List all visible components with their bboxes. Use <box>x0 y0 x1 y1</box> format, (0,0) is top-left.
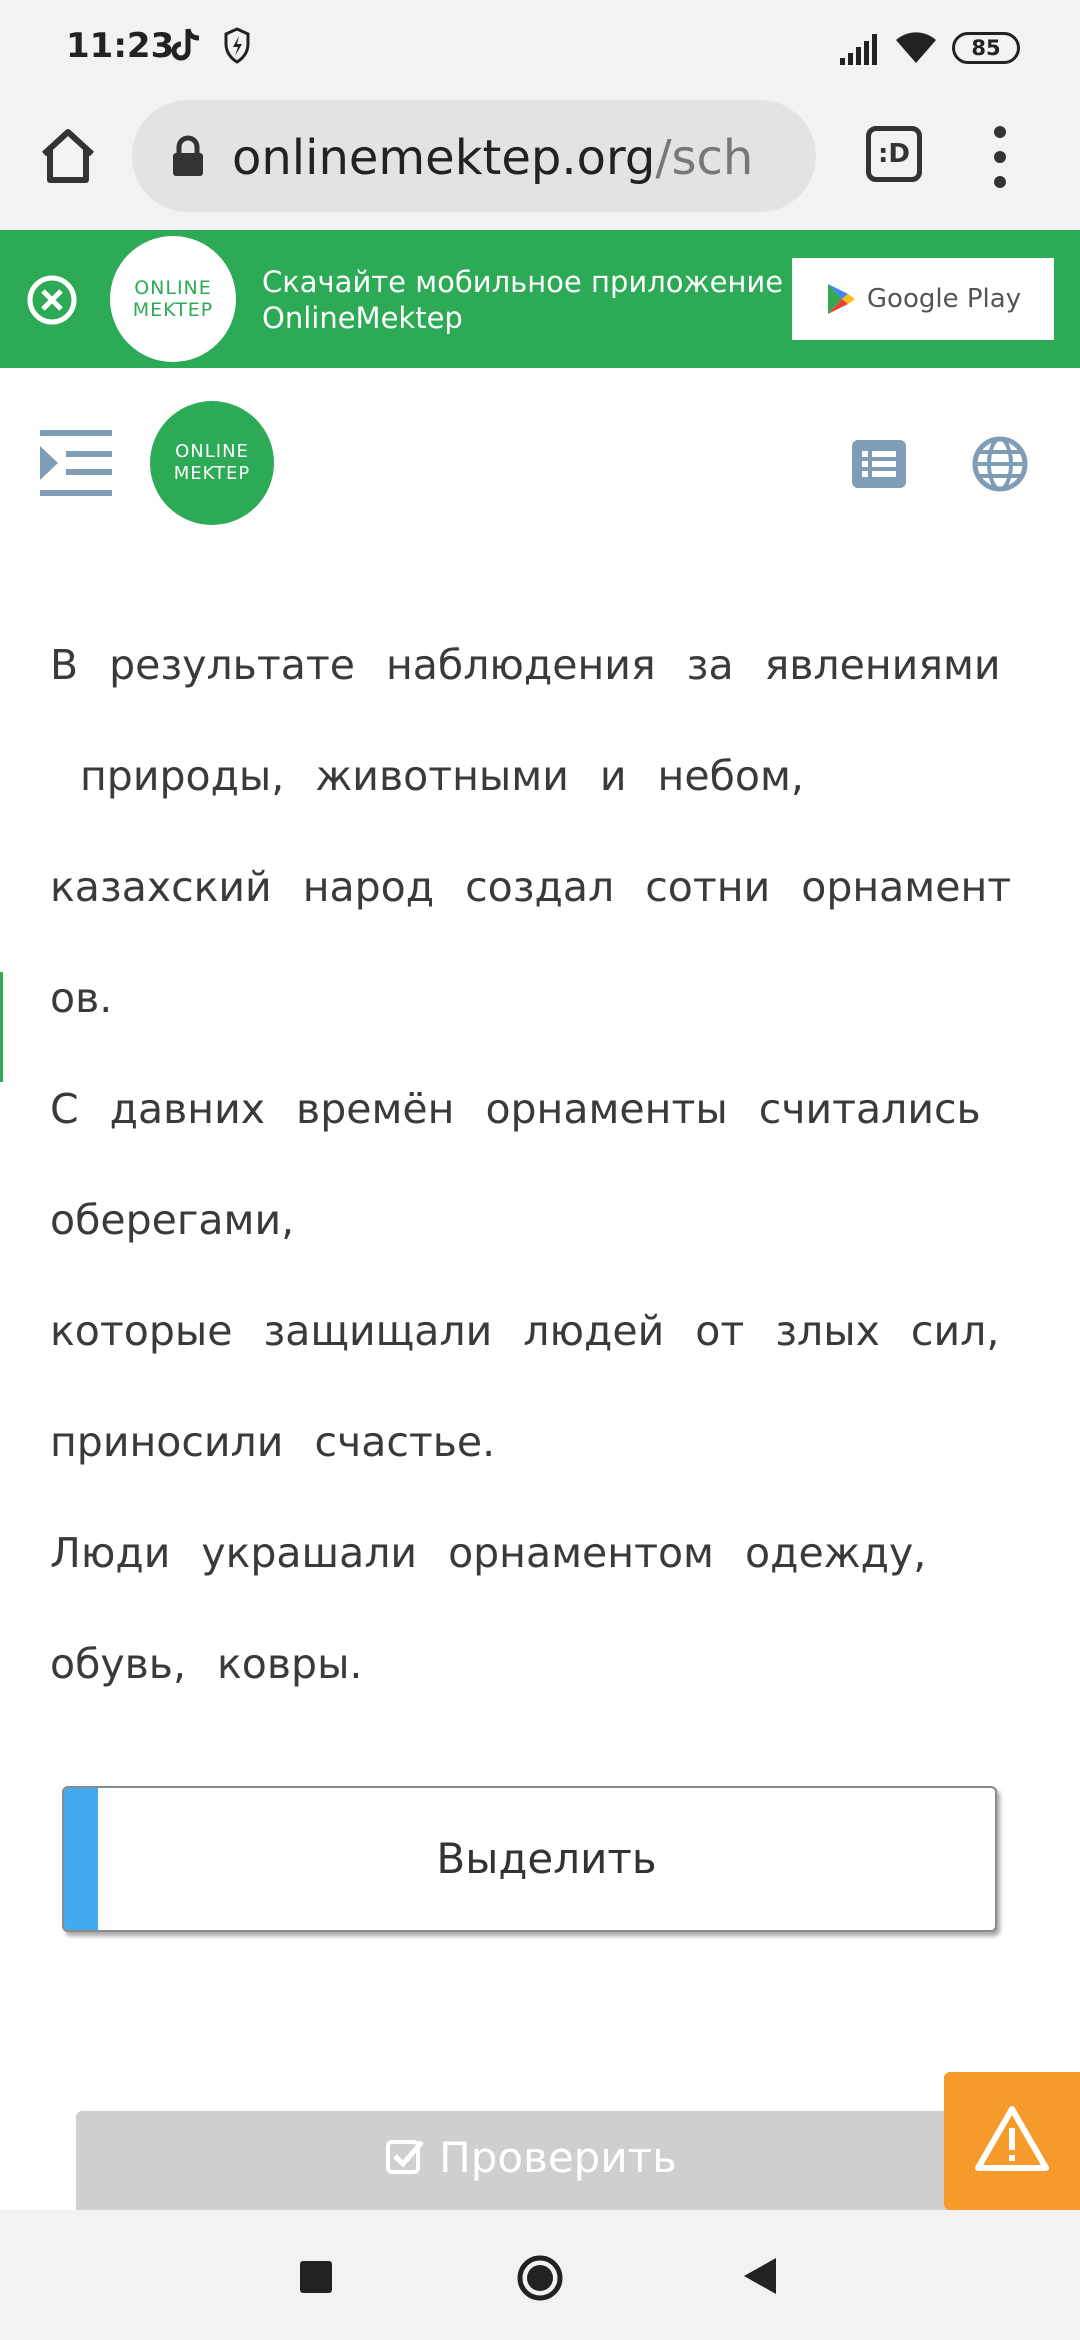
close-icon[interactable] <box>26 274 78 326</box>
power-saver-icon <box>222 26 252 66</box>
left-accent-line <box>0 972 3 1082</box>
wifi-icon <box>894 30 938 66</box>
site-logo-line2: MEKTEP <box>173 463 251 484</box>
select-button-accent <box>64 1788 98 1930</box>
site-logo-line1: ONLINE <box>175 441 249 462</box>
battery-icon <box>952 32 1020 64</box>
text-line[interactable]: В результате наблюдения за явлениями <box>50 641 1001 689</box>
status-time: 11:23 <box>66 26 175 66</box>
home-circle-icon[interactable] <box>516 2254 564 2302</box>
list-icon[interactable] <box>852 440 906 488</box>
tabs-icon[interactable] <box>866 126 922 182</box>
google-play-label: Google Play <box>866 284 1022 314</box>
select-button-label: Выделить <box>436 1834 657 1883</box>
signal-icon <box>838 32 882 66</box>
app-download-banner <box>0 230 1080 368</box>
site-header <box>0 368 1080 558</box>
menu-collapse-icon[interactable] <box>40 428 112 498</box>
banner-logo-line1: ONLINE <box>134 277 212 299</box>
google-play-button[interactable] <box>792 258 1054 340</box>
tabs-label: :D <box>878 139 910 169</box>
report-problem-button[interactable] <box>944 2072 1080 2210</box>
battery-level: 85 <box>971 36 1001 60</box>
google-play-icon <box>825 282 857 316</box>
android-nav-bar <box>0 2210 1080 2340</box>
check-button[interactable] <box>76 2111 986 2211</box>
status-bar <box>0 0 1080 96</box>
site-logo[interactable] <box>150 401 274 525</box>
check-button-content <box>76 2133 986 2182</box>
banner-line2: OnlineMektep <box>262 301 463 335</box>
home-icon[interactable] <box>36 124 100 188</box>
banner-line1: Скачайте мобильное приложение <box>262 265 784 299</box>
text-line[interactable]: казахский народ создал сотни орнамент <box>50 863 1012 911</box>
checkbox-checked-icon <box>385 2136 425 2176</box>
text-line[interactable]: которые защищали людей от злых сил, <box>50 1307 1000 1355</box>
banner-logo <box>110 236 236 362</box>
banner-logo-line2: MEKTEP <box>132 299 214 321</box>
text-line[interactable]: обувь, ковры. <box>50 1640 363 1688</box>
text-line[interactable]: Люди украшали орнаментом одежду, <box>50 1529 927 1577</box>
warning-icon <box>974 2104 1050 2174</box>
exercise-text <box>50 610 1012 1720</box>
text-line[interactable]: приносили счастье. <box>50 1418 496 1466</box>
url-path: /sch <box>655 130 754 186</box>
recent-apps-icon[interactable] <box>300 2261 332 2293</box>
more-vert-icon[interactable] <box>990 122 1010 192</box>
url-host: onlinemektep.org <box>232 130 656 186</box>
text-line[interactable]: ов. <box>50 974 113 1022</box>
tiktok-icon <box>170 26 204 66</box>
lock-icon <box>170 134 206 178</box>
check-button-label: Проверить <box>439 2133 677 2182</box>
banner-message <box>262 264 783 336</box>
url-bar[interactable] <box>132 100 816 212</box>
text-line[interactable]: оберегами, <box>50 1196 295 1244</box>
browser-toolbar <box>0 96 1080 230</box>
url-text[interactable] <box>232 130 802 186</box>
select-button[interactable] <box>62 1786 997 1932</box>
globe-icon[interactable] <box>972 436 1028 492</box>
text-line[interactable]: природы, животными и небом, <box>80 752 804 800</box>
back-icon[interactable] <box>742 2256 778 2296</box>
text-line[interactable]: С давних времён орнаменты считались <box>50 1085 981 1133</box>
